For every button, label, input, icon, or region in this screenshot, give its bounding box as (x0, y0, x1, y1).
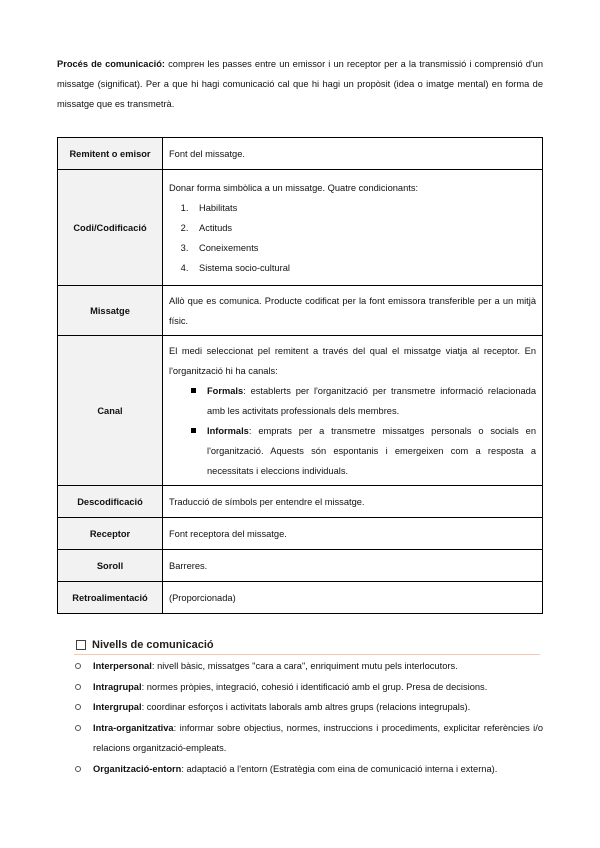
level-label: Organització-entorn (93, 763, 182, 774)
table-row (58, 170, 543, 286)
list-item: 3. Coneixements (191, 238, 536, 258)
communication-elements-table (57, 137, 543, 614)
list-item (75, 697, 543, 718)
level-label: Intra-organitzativa (93, 722, 174, 733)
row-term: Codi/Codificació (58, 170, 163, 286)
list-item: 2. Actituds (191, 218, 536, 238)
channel-text: : emprats per a transmetre missatges personals o socials en l'organització. Aquests són espontanis i emergeixen com a resposta a necessitats i eleccions individuals. (207, 425, 536, 476)
level-label: Intragrupal (93, 681, 142, 692)
table-row (58, 550, 543, 582)
square-bullet-icon (191, 388, 196, 393)
checkbox-square-icon (76, 640, 86, 650)
level-text: : normes pròpies, integració, cohesió i identificació amb el grup. Presa de decisions. (141, 681, 488, 692)
section-heading (76, 636, 214, 654)
row-definition-cell (163, 170, 543, 286)
heading-underline (74, 654, 540, 655)
list-item (187, 381, 536, 421)
channels-list (169, 381, 536, 481)
row-definition: Traducció de símbols per entendre el missatge. (163, 486, 543, 518)
intro-text: comprен les passes entre un emissor i un receptor per a la transmissió i comprensió d'un missatge (significat). Per a que hi hagi comunicació cal que hi hagi un propòsit (idea o imatge mental) en forma de missatge que es transmetrà. (57, 59, 544, 109)
level-text: : nivell bàsic, missatges "cara a cara", enriquiment mutu pels interlocutors. (151, 661, 458, 671)
level-label: Interpersonal (93, 661, 152, 671)
channel-label: Formals (207, 385, 244, 396)
level-text: : informar sobre objectius, normes, instruccions i procediments, explicitar referències i/o relacions organització-empleats. (93, 722, 543, 753)
square-bullet-icon (191, 428, 196, 433)
list-item (187, 421, 536, 481)
row-definition: Allò que es comunica. Producte codificat per la font emissora transferible per a un mitjà físic. (163, 286, 543, 336)
row-definition: (Proporcionada) (163, 582, 543, 614)
circle-bullet-icon (75, 725, 81, 731)
table-row (58, 286, 543, 336)
table-row (58, 518, 543, 550)
level-label: Intergrupal (93, 702, 142, 712)
level-text: : coordinar esforços i activitats laborals amb altres grups (relacions integrupals). (141, 702, 471, 712)
section-title: Nivells de comunicació (92, 639, 214, 651)
level-text: : adaptació a l'entorn (Estratègia com eina de comunicació interna i externa). (181, 763, 498, 774)
levels-list (75, 656, 543, 779)
intro-term: Procés de comunicació (57, 59, 162, 69)
circle-bullet-icon (75, 663, 81, 669)
list-item (75, 718, 543, 759)
row-definition-cell (163, 336, 543, 486)
row-term: Descodificació (58, 486, 163, 518)
list-item (75, 677, 543, 698)
row-definition: Donar forma simbòlica a un missatge. Quatre condicionants: (169, 182, 419, 193)
circle-bullet-icon (75, 684, 81, 690)
row-definition: Barreres. (163, 550, 543, 582)
row-definition: El medi seleccionat pel remitent a través del qual el missatge viatja al receptor. En l'organització hi ha canals: (169, 345, 536, 376)
row-term: Canal (58, 336, 163, 486)
list-item: 1. Habilitats (191, 198, 536, 218)
row-definition: Font del missatge. (163, 138, 543, 170)
list-item (75, 759, 543, 780)
row-term: Retroalimentació (58, 582, 163, 614)
channel-text: : establerts per l'organització per transmetre informació relacionada amb les activitats professionals dels membres. (207, 385, 536, 416)
circle-bullet-icon (75, 766, 81, 772)
table-row (58, 486, 543, 518)
table-row (58, 336, 543, 486)
circle-bullet-icon (75, 704, 81, 710)
row-term: Soroll (58, 550, 163, 582)
row-term: Receptor (58, 518, 163, 550)
list-item (75, 656, 543, 677)
conditions-list (169, 198, 536, 278)
list-item: 4. Sistema socio-cultural (191, 258, 536, 278)
row-term: Remitent o emisor (58, 138, 163, 170)
table-row (58, 138, 543, 170)
row-definition: Font receptora del missatge. (163, 518, 543, 550)
table-row (58, 582, 543, 614)
channel-label: Informals (207, 425, 249, 436)
intro-paragraph (57, 54, 543, 114)
row-term: Missatge (58, 286, 163, 336)
intro-separator: : (161, 59, 166, 69)
